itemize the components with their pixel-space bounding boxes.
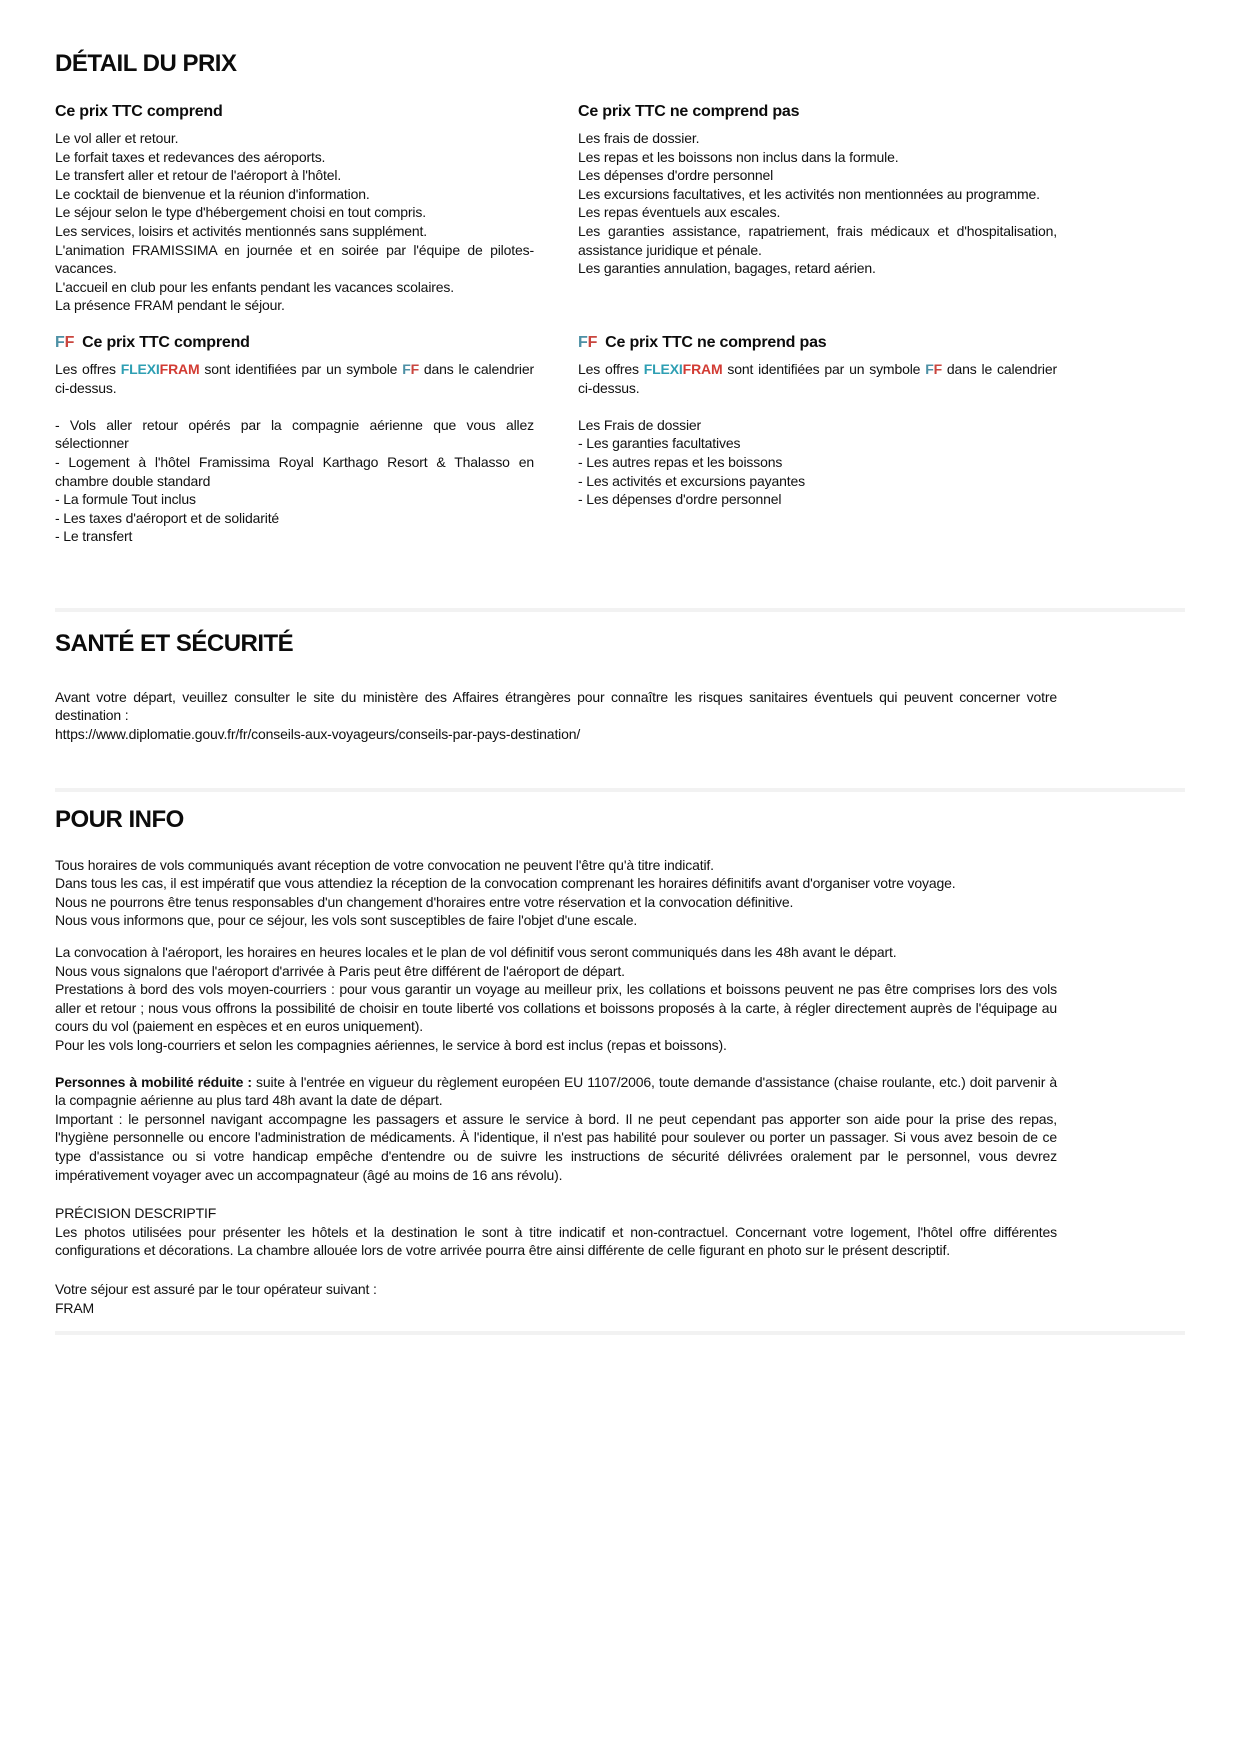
- heading-label: Ce prix TTC comprend: [82, 333, 250, 351]
- ff-symbol-teal: F: [578, 333, 588, 351]
- list-item: Le cocktail de bienvenue et la réunion d'information.: [55, 185, 370, 202]
- list-item: Les garanties annulation, bagages, retard aérien.: [578, 260, 876, 277]
- price-columns: [55, 102, 1057, 315]
- paragraph-line: La convocation à l'aéroport, les horaires en heures locales et le plan de vol définitif vous seront communiqués dans les 48h avant le départ.: [55, 944, 897, 961]
- paragraph-line: Nous vous signalons que l'aéroport d'arrivée à Paris peut être différent de l'aéroport de départ.: [55, 962, 625, 979]
- ff-symbol-red: F: [587, 333, 598, 351]
- note-text: dans le calendrier ci-dessus.: [55, 360, 534, 396]
- note-text: Les offres: [578, 360, 644, 377]
- paragraph-line: Pour les vols long-courriers et selon les compagnies aériennes, le service à bord est inclus (repas et boissons).: [55, 1037, 727, 1053]
- list-item: - Les dépenses d'ordre personnel: [578, 491, 782, 508]
- list-item: - Vols aller retour opérés par la compagnie aérienne que vous allez sélectionner: [55, 416, 534, 452]
- note-text: sont identifiées par un symbole: [199, 360, 403, 377]
- list-item: La présence FRAM pendant le séjour.: [55, 297, 285, 314]
- pmr-lead: Personnes à mobilité réduite :: [55, 1073, 252, 1090]
- list-item: - Les activités et excursions payantes: [578, 472, 805, 489]
- ff-symbol-red: F: [933, 360, 943, 377]
- note-text: dans le calendrier ci-dessus.: [578, 360, 1057, 396]
- pmr-line: [55, 1073, 1057, 1110]
- list-item: - Les garanties facultatives: [578, 435, 741, 452]
- note-text: Les offres: [55, 360, 121, 377]
- paragraph-line: Nous vous informons que, pour ce séjour, les vols sont susceptibles de faire l'objet d'une escale.: [55, 912, 638, 929]
- section-title-pour-info: POUR INFO: [55, 805, 184, 833]
- heading-prix-comprend: Ce prix TTC comprend: [55, 103, 223, 120]
- list-item: - La formule Tout inclus: [55, 491, 196, 508]
- section-divider: [55, 1331, 1185, 1335]
- heading-ff-comprend: [55, 333, 534, 353]
- column-ff-comprend: [55, 333, 534, 546]
- list-item: L'accueil en club pour les enfants pendant les vacances scolaires.: [55, 278, 455, 295]
- info-paragraph-horaires: [55, 856, 1057, 930]
- fram-brand: FRAM: [159, 360, 200, 377]
- list-item: - Logement à l'hôtel Framissima Royal Karthago Resort & Thalasso en chambre double standard: [55, 453, 534, 489]
- precision-title: PRÉCISION DESCRIPTIF: [55, 1205, 217, 1222]
- list-item: Les services, loisirs et activités mentionnés sans supplément.: [55, 222, 427, 239]
- paragraph-line: Dans tous les cas, il est impératif que vous attendiez la réception de la convocation comprenant les horaires définitifs avant d'organiser votre voyage.: [55, 875, 956, 892]
- list-item: Le vol aller et retour.: [55, 130, 179, 146]
- precision-body: Les photos utilisées pour présenter les hôtels et la destination le sont à titre indicatif et non-contractuel. Concernant votre logement, l'hôtel offre différentes configurations et décorations. La chambre allouée lors de votre arrivée pourra être ainsi différente de celle figurant en photo sur le présent descriptif.: [55, 1223, 1057, 1259]
- fram-brand: FRAM: [682, 360, 723, 377]
- ff-symbol-teal: F: [925, 360, 934, 377]
- pmr-important: Important : le personnel navigant accompagne les passagers et assure le service à bord. Il ne peut cependant pas apporter son aide pour la prise des repas, l'hygiène personnelle ou encore l'administration de médicaments. À l'identique, il n'est pas habilité pour soulever ou porter un passager. Si vous avez besoin de ce type d'assistance ou si votre handicap empêche d'entendre ou de suivre les instructions de sécurité délivrées oralement par le personnel, vous devrez impérativement voyager avec un accompagnateur (âgé au moins de 16 ans révolu).: [55, 1110, 1057, 1183]
- list-item: Le forfait taxes et redevances des aéroports.: [55, 148, 326, 165]
- sante-body: Avant votre départ, veuillez consulter le site du ministère des Affaires étrangères pour connaître les risques sanitaires éventuels qui peuvent concerner votre destination :: [55, 688, 1057, 724]
- ff-symbol-teal: F: [55, 333, 65, 351]
- paragraph-line: Nous ne pourrons être tenus responsables d'un changement d'horaires entre votre réservation et la convocation définitive.: [55, 893, 794, 910]
- list-item: Les frais de dossier.: [578, 130, 700, 146]
- ff-symbol-red: F: [64, 333, 75, 351]
- column-prix-comprend: [55, 102, 534, 315]
- heading-ff-ne-comprend-pas: [578, 333, 1057, 353]
- column-ff-ne-comprend-pas: [578, 333, 1057, 546]
- flexifram-columns: [55, 333, 1057, 546]
- pour-info-body: [55, 856, 1057, 1317]
- list-item: L'animation FRAMISSIMA en journée et en soirée par l'équipe de pilotes-vacances.: [55, 241, 534, 277]
- info-paragraph-precision: [55, 1204, 1057, 1260]
- section-divider: [55, 788, 1185, 792]
- list-item: - Les taxes d'aéroport et de solidarité: [55, 509, 280, 526]
- section-divider: [55, 608, 1185, 612]
- flexifram-note: [55, 360, 534, 397]
- tour-operator-name: FRAM: [55, 1299, 95, 1316]
- flexifram-note: [578, 360, 1057, 397]
- ff-symbol-red: F: [410, 360, 420, 377]
- list-item: Le transfert aller et retour de l'aéroport à l'hôtel.: [55, 167, 342, 184]
- heading-label: Ce prix TTC ne comprend pas: [605, 333, 827, 351]
- list-item: Les repas éventuels aux escales.: [578, 204, 781, 221]
- list-item: Le séjour selon le type d'hébergement choisi en tout compris.: [55, 204, 426, 221]
- list-item: Les excursions facultatives, et les activités non mentionnées au programme.: [578, 185, 1040, 202]
- list-item: Les repas et les boissons non inclus dans la formule.: [578, 148, 899, 165]
- ff-symbol-teal: F: [402, 360, 411, 377]
- pmr-rest: suite à l'entrée en vigueur du règlement européen EU 1107/2006, toute demande d'assistance (chaise roulante, etc.) doit parvenir à la compagnie aérienne au plus tard 48h avant la date de départ.: [55, 1073, 1057, 1109]
- flexi-brand: FLEXI: [643, 360, 683, 377]
- sante-paragraph: [55, 688, 1057, 744]
- list-item: - Les autres repas et les boissons: [578, 453, 783, 470]
- spacer: [55, 397, 534, 416]
- info-paragraph-pmr: [55, 1073, 1057, 1185]
- spacer: [578, 397, 1057, 416]
- info-paragraph-assurance: [55, 1280, 1057, 1317]
- paragraph-line: Prestations à bord des vols moyen-courriers : pour vous garantir un voyage au meilleur prix, les collations et boissons peuvent ne pas être comprises lors des vols aller et retour ; nous vous offrons la possibilité de choisir en toute liberté vos collations et boissons proposés à la carte, à régler directement auprès de l'équipage au cours du vol (paiement en espèces et en euros uniquement).: [55, 981, 1057, 1035]
- paragraph-line: Tous horaires de vols communiqués avant réception de votre convocation ne peuvent l'être qu'à titre indicatif.: [55, 856, 714, 873]
- note-text: sont identifiées par un symbole: [722, 360, 926, 377]
- list-item: Les Frais de dossier: [578, 416, 702, 433]
- column-prix-ne-comprend-pas: [578, 102, 1057, 315]
- flexi-brand: FLEXI: [120, 360, 160, 377]
- info-paragraph-convocation: [55, 943, 1057, 1055]
- list-item: - Le transfert: [55, 528, 133, 545]
- heading-prix-ne-comprend-pas: Ce prix TTC ne comprend pas: [578, 103, 800, 120]
- sante-url: https://www.diplomatie.gouv.fr/fr/conseils-aux-voyageurs/conseils-par-pays-destination/: [55, 726, 581, 743]
- section-title-sante-securite: SANTÉ ET SÉCURITÉ: [55, 629, 294, 657]
- assurance-line: Votre séjour est assuré par le tour opérateur suivant :: [55, 1280, 377, 1297]
- list-item: Les garanties assistance, rapatriement, frais médicaux et d'hospitalisation, assistance juridique et pénale.: [578, 222, 1057, 258]
- section-title-detail-du-prix: DÉTAIL DU PRIX: [55, 50, 237, 77]
- list-item: Les dépenses d'ordre personnel: [578, 167, 774, 184]
